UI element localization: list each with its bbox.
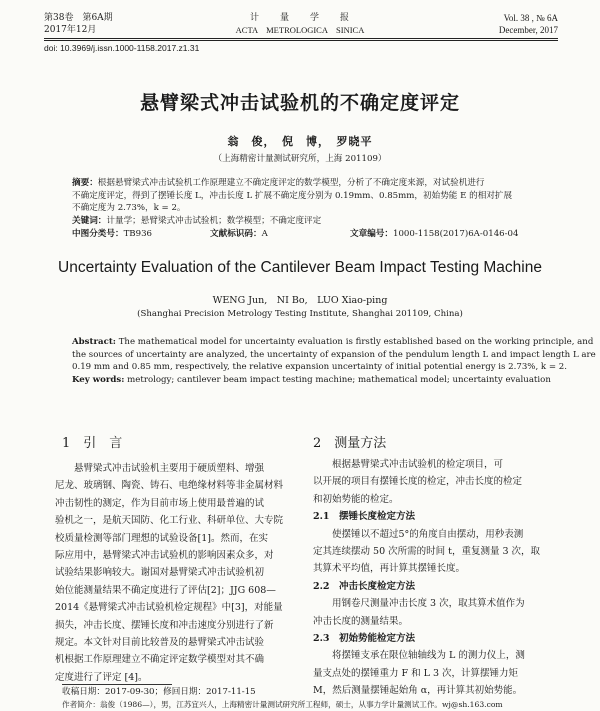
- section-1-line: 际应用中，悬臂梁式冲击试验机的影响因素众多，对: [55, 550, 274, 562]
- section-2-1-line: 其算术平均值，再计算其摆锤长度。: [313, 563, 466, 575]
- doc-code-cn: [210, 228, 268, 241]
- authors-cn: 翁 俊， 倪 博， 罗晓平: [227, 135, 373, 148]
- article-no-value: 1000-1158(2017)6A-0146-04: [392, 229, 519, 239]
- header-rule: [44, 38, 558, 39]
- section-1-line: 机根据工作原理建立不确定评定数学模型对其不确: [55, 654, 265, 666]
- footnote-rule: [62, 684, 172, 685]
- section-1-body: [55, 460, 295, 686]
- header-rule-thin: [44, 40, 558, 41]
- abstract-cn: [72, 177, 512, 227]
- section-2-2-line: 冲击长度的测量结果。: [313, 615, 409, 627]
- abstract-en-label: Abstract:: [72, 337, 116, 347]
- section-1-line: 始位能测量结果不确定度进行了评估[2]；JJG 608—: [55, 584, 276, 596]
- section-1-line: 规定。本文针对目前比较普及的悬臂梁式冲击试验: [55, 637, 265, 649]
- section-1-heading: 1 引 言: [62, 436, 123, 451]
- section-2-2-line: 用钢卷尺测量冲击长度 3 次，取其算术值作为: [332, 598, 525, 610]
- doc-code-value: A: [261, 229, 268, 239]
- volume-issue-en: Vol. 38 , № 6A: [503, 13, 558, 23]
- keywords-cn-label: 关键词：: [72, 215, 107, 226]
- abstract-en-line: The mathematical model for uncertainty evaluation is firstly established based on the working principle, and: [118, 337, 594, 347]
- section-1-line: 损失，冲击长度、摆锤长度和冲击速度分别进行了新: [55, 619, 274, 631]
- section-1-line: 定度进行了评定 [4]。: [55, 671, 148, 683]
- section-2-3-heading: 2.3 初始势能检定方法: [313, 633, 416, 645]
- journal-name-en: ACTA METROLOGICA SINICA: [235, 25, 365, 35]
- section-2-line: 根据悬臂梁式冲击试验机的检定项目，可: [332, 459, 504, 470]
- section-1-line: 悬臂梁式冲击试验机主要用于硬质塑料、增强: [74, 463, 265, 474]
- date-en: December, 2017: [498, 25, 558, 35]
- abstract-cn-line: 根据悬臂梁式冲击试验机工作原理建立不确定度评定的数学模型，分析了不确定度来源，对试验机进行: [97, 178, 485, 188]
- section-2-1-line: 定其连续摆动 50 次所需的时间 t，重复测量 3 次，取: [313, 546, 541, 558]
- keywords-en: metrology; cantilever beam impact testing machine; mathematical model; uncertainty evaluation: [127, 374, 551, 385]
- section-1-line: 2014《悬臂梁式冲击试验机检定规程》中[3]，对能量: [55, 602, 283, 614]
- section-1-line: 试验结果影响较大。谢国对悬臂梁式冲击试验机初: [55, 567, 265, 579]
- section-2-1-heading: 2.1 摆锤长度检定方法: [313, 511, 416, 523]
- clc-cn: [72, 228, 152, 241]
- volume-issue-cn: 第38卷 第6A期: [44, 13, 113, 23]
- abstract-en: [72, 336, 596, 386]
- abstract-cn-label: 摘要：: [72, 178, 98, 188]
- abstract-en-line: 0.19 mm and 0.85 mm, respectively, the relative expansion uncertainty of initial potential energy is 2.73%, k = 2.: [72, 362, 568, 373]
- section-2-1-line: 使摆锤以不超过5°的角度自由摆动，用秒表测: [332, 528, 524, 540]
- section-2-3-line: 将摆锤支承在限位轴轴线为 L 的测力仪上，测: [332, 650, 525, 662]
- affiliation-en: (Shanghai Precision Metrology Testing Institute, Shanghai 201109, China): [137, 309, 463, 319]
- abstract-cn-line: 不确定度评定，得到了摆锤长度 L，冲击长度 L 扩展不确定度分别为 0.19mm、0.85mm，初始势能 E 的相对扩展: [72, 190, 513, 201]
- clc-value: TB936: [123, 229, 153, 239]
- section-2-3-line: M，然后测量摆锤起始角 α，再计算其初始势能。: [313, 685, 523, 697]
- footnote-author: 作者简介：翁俊（1986—），男，江苏宜兴人，上海精密计量测试研究所工程师，硕士，从事力学计量测试工作。wj@sh.163.com: [62, 700, 503, 709]
- paper-title-cn: 悬臂梁式冲击试验机的不确定度评定: [139, 92, 460, 114]
- authors-en: WENG Jun, NI Bo, LUO Xiao-ping: [212, 295, 388, 306]
- section-1-line: 验机之一，是航天国防、化工行业、科研单位、大专院: [55, 515, 284, 527]
- section-2-3-line: 量支点处的摆锤重力 F 和 L 3 次，计算摆锤力矩: [313, 667, 519, 679]
- journal-name-cn: 计 量 学 报: [249, 13, 350, 23]
- section-1-line: 冲击韧性的测定，作为目前市场上使用最普遍的试: [55, 497, 265, 509]
- section-2-line: 以开展的项目有摆锤长度的检定，冲击长度的检定: [313, 476, 523, 488]
- keywords-en-label: Key words:: [72, 374, 125, 385]
- section-1-line: 尼龙、玻璃钢、陶瓷、铸石、电绝缘材料等非金属材料: [55, 480, 284, 492]
- section-1-line: 校质量检测等部门理想的试验设备[1]。然而，在实: [55, 532, 268, 544]
- abstract-en-line: the sources of uncertainty are analyzed, the uncertainty of expansion of the pendulum length L and impact length L are: [72, 349, 596, 360]
- footnote-received: 收稿日期：2017-09-30；修回日期：2017-11-15: [62, 687, 256, 697]
- section-2-line: 和初始势能的检定。: [313, 493, 399, 505]
- date-cn: 2017年12月: [44, 25, 97, 35]
- abstract-cn-line: 不确定度为 2.73%，k = 2。: [72, 203, 186, 214]
- section-2-heading: 2 测量方法: [313, 436, 387, 451]
- doc-code-label: 文献标识码：: [210, 229, 262, 239]
- keywords-cn: 计量学；悬臂梁式冲击试验机；数学模型；不确定度评定: [106, 215, 322, 226]
- affiliation-cn: （上海精密计量测试研究所，上海 201109）: [213, 154, 387, 164]
- paper-title-en: Uncertainty Evaluation of the Cantilever Beam Impact Testing Machine: [58, 259, 542, 276]
- doi: doi: 10.3969/j.issn.1000-1158.2017.z1.31: [44, 43, 200, 53]
- section-2-2-heading: 2.2 冲击长度检定方法: [313, 580, 416, 592]
- clc-label: 中图分类号：: [72, 229, 124, 239]
- article-no-cn: [350, 228, 519, 241]
- article-no-label: 文章编号：: [350, 229, 393, 239]
- section-2-body: [313, 456, 558, 700]
